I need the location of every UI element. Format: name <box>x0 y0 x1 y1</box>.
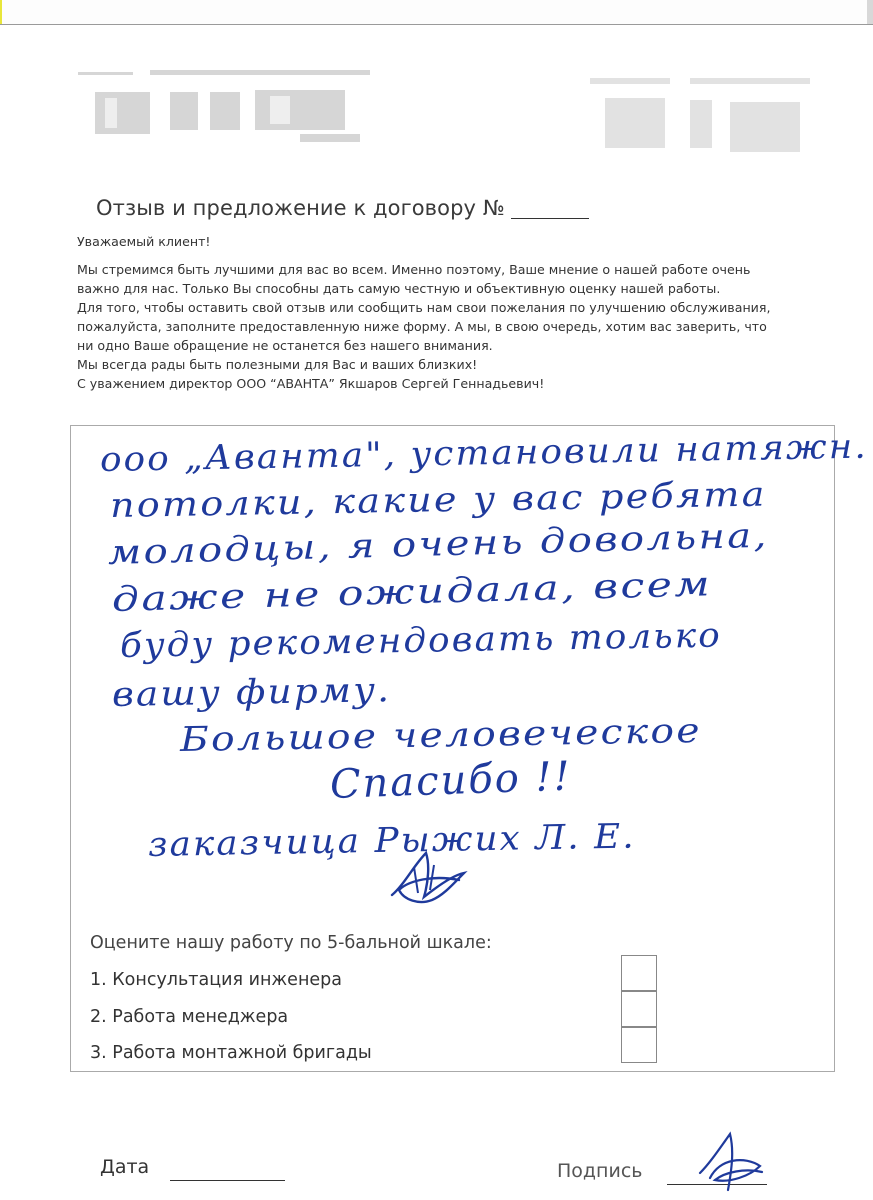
handwritten-line: Большое человеческое <box>179 710 703 760</box>
form-title-text: Отзыв и предложение к договору № <box>96 196 505 220</box>
handwritten-line: буду рекомендовать только <box>119 615 723 666</box>
signature-label: Подпись <box>557 1160 643 1182</box>
handwritten-line: Спасибо !! <box>329 753 573 808</box>
rating-title: Оцените нашу работу по 5-бальной шкале: <box>90 933 492 953</box>
wish-line: Мы всегда рады быть полезными для Вас и ваших близких! <box>77 357 478 372</box>
handwritten-line: ооо „Аванта", установили натяжн. <box>99 426 869 480</box>
rating-cell-manager[interactable] <box>621 991 657 1027</box>
intro-line: важно для нас. Только Вы способны дать самую честную и объективную оценку нашей работы. <box>77 281 721 296</box>
form-title <box>96 196 656 220</box>
intro-paragraph <box>77 260 847 393</box>
greeting: Уважаемый клиент! <box>77 234 211 249</box>
contract-number-blank <box>511 218 589 219</box>
handwritten-feedback <box>99 426 869 910</box>
intro-line: Мы стремимся быть лучшими для вас во всем. Именно поэтому, Ваше мнение о нашей работе очень <box>77 262 751 277</box>
director-line: С уважением директор ООО “АВАНТА” Якшаров Сергей Геннадьевич! <box>77 376 545 391</box>
page-top-edge <box>0 0 873 25</box>
handwritten-line: потолки, какие у вас ребята <box>109 474 767 526</box>
faded-logo-graphic <box>70 62 380 162</box>
date-field-line[interactable] <box>170 1180 285 1181</box>
handwritten-line: молодцы, я очень довольна, <box>107 515 770 573</box>
rating-cell-installation-team[interactable] <box>621 1027 657 1063</box>
rating-item-engineer: 1. Консультация инженера <box>90 970 342 990</box>
handwritten-signature-graphic <box>384 845 474 910</box>
handwritten-line: даже не ожидала, всем <box>111 564 713 620</box>
rating-item-manager: 2. Работа менеджера <box>90 1007 289 1027</box>
handwritten-line: вашу фирму. <box>111 670 392 715</box>
faded-header-text-graphic <box>590 78 820 163</box>
intro-line: пожалуйста, заполните предоставленную ниже форму. А мы, в свою очередь, хотим вас заверить, что <box>77 319 767 334</box>
intro-line: ни одно Ваше обращение не останется без нашего внимания. <box>77 338 493 353</box>
rating-cell-engineer[interactable] <box>621 955 657 991</box>
footer-signature-graphic <box>690 1128 770 1198</box>
date-label: Дата <box>100 1156 150 1178</box>
rating-item-installation-team: 3. Работа монтажной бригады <box>90 1043 372 1063</box>
intro-line: Для того, чтобы оставить свой отзыв или сообщить нам свои пожелания по улучшению обслуживания, <box>77 300 771 315</box>
handwritten-line: заказчица Рыжих Л. Е. <box>147 816 636 865</box>
intro-block <box>77 232 847 393</box>
